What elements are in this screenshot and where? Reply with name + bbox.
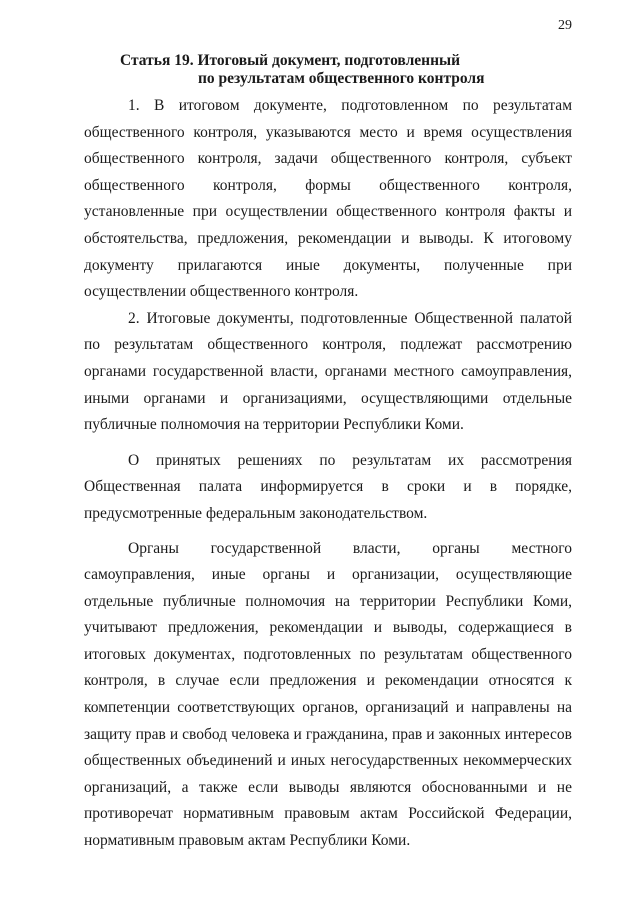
paragraph: 1. В итоговом документе, подготовленном по результатам общественного контроля, указываются место и время осуществления общественного контроля, задачи общественного контроля, субъект общественного контроля, формы общественного контроля, установленные при осуществлении общественного контроля факты и обстоятельства, предложения, рекомендации и выводы. К итоговому документу прилагаются иные документы, полученные при осуществлении общественного контроля.: [84, 97, 572, 301]
article-title: [120, 52, 520, 88]
page-number: 29: [558, 18, 572, 33]
paragraph: О принятых решениях по результатам их рассмотрения Общественная палата информируется в сроки и в порядке, предусмотренные федеральным законодательством.: [84, 451, 572, 522]
paragraph: 2. Итоговые документы, подготовленные Общественной палатой по результатам общественного контроля, подлежат рассмотрению органами государственной власти, органами местного самоуправления, иными органами и организациями, осуществляющими отдельные публичные полномочия на территории Республики Коми.: [84, 309, 572, 434]
paragraph: Органы государственной власти, органы местного самоуправления, иные органы и организации, осуществляющие отдельные публичные полномочия на территории Республики Коми, учитывают предложения, рекомендации и выводы, содержащиеся в итоговых документах, подготовленных по результатам общественного контроля, в случае если предложения и рекомендации относятся к компетенции соответствующих органов, организаций и направлены на защиту прав и свобод человека и гражданина, прав и законных интересов общественных объединений и иных негосударственных некоммерческих организаций, а также если выводы являются обоснованными и не противоречат нормативным правовым актам Российской Федерации, нормативным правовым актам Республики Коми.: [84, 539, 572, 850]
article-title-line-1: Статья 19. Итоговый документ, подготовленный: [120, 52, 461, 69]
article-title-line-2: по результатам общественного контроля: [198, 70, 485, 87]
article-body: [84, 93, 572, 855]
